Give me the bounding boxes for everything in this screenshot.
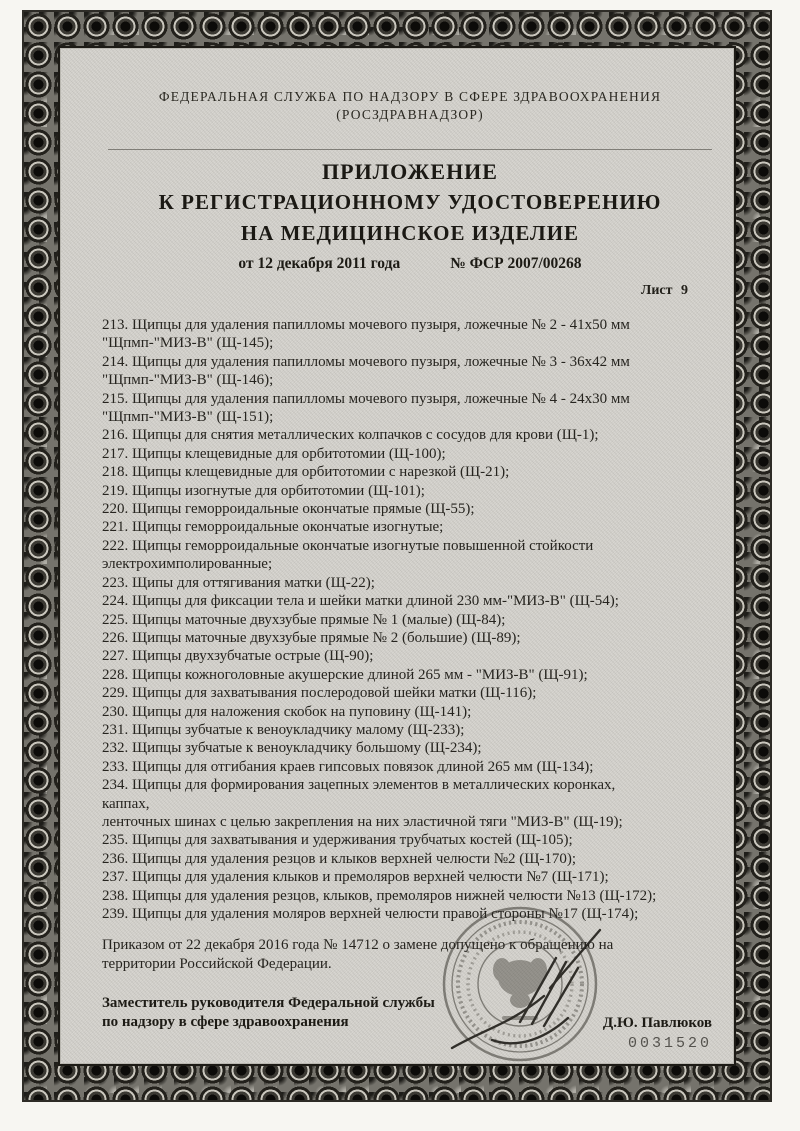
registration-date: от 12 декабря 2011 года (238, 255, 401, 272)
list-item-line: 231. Щипцы зубчатые к веноукладчику малому (Щ-233); (102, 721, 465, 738)
list-item-line: 239. Щипцы для удаления моляров верхней челюсти правой стороны №17 (Щ-174); (102, 906, 639, 922)
list-item-line: 233. Щипцы для отгибания краев гипсовых повязок длиной 265 мм (Щ-134); (102, 758, 594, 775)
authority-short-name: (РОСЗДРАВНАДЗОР) (336, 107, 484, 122)
signature-block (102, 994, 718, 1032)
list-item-line: 226. Щипцы маточные двухзубые прямые № 2 (большие) (Щ-89); (102, 629, 521, 646)
sheet-number: Лист 9 (640, 283, 688, 298)
title-line-3: НА МЕДИЦИНСКОЕ ИЗДЕЛИЕ (240, 221, 580, 245)
divider-line (108, 149, 712, 150)
signer-name: Д.Ю. Павлюков (602, 1015, 712, 1032)
document-content (60, 48, 734, 1032)
list-item-line: 229. Щипцы для захватывания послеродовой шейки матки (Щ-116); (102, 685, 537, 702)
signer-title (102, 994, 435, 1032)
list-item-line: 215. Щипцы для удаления папилломы мочевого пузыря, ложечные № 4 - 24x30 мм (102, 390, 630, 407)
list-item-line: 222. Щипцы геморроидальные окончатые изогнутые повышенной стойкости (102, 537, 594, 554)
list-item-line: 237. Щипцы для удаления клыков и премоляров верхней челюсти №7 (Щ-171); (102, 869, 609, 886)
order-note (102, 936, 718, 974)
list-item-line: 225. Щипцы маточные двухзубые прямые № 1 (малые) (Щ-84); (102, 611, 506, 628)
list-item-line: ленточных шинах с целью закрепления на них эластичной тяги "МИЗ-В" (Щ-19); (102, 813, 623, 830)
list-item-line: 217. Щипцы клещевидные для орбитотомии (Щ-100); (102, 445, 446, 462)
list-item-line: 230. Щипцы для наложения скобок на пуповину (Щ-141); (102, 703, 472, 720)
title-line-2: К РЕГИСТРАЦИОННОМУ УДОСТОВЕРЕНИЮ (158, 190, 662, 214)
authority-name: ФЕДЕРАЛЬНАЯ СЛУЖБА ПО НАДЗОРУ В СФЕРЕ ЗДРАВООХРАНЕНИЯ (158, 89, 662, 104)
list-item-line: 224. Щипцы для фиксации тела и шейки матки длиной 230 мм-"МИЗ-В" (Щ-54); (102, 593, 619, 610)
list-item-line: 235. Щипцы для захватывания и удерживания трубчатых костей (Щ-105); (102, 832, 573, 849)
order-note-line-1: Приказом от 22 декабря 2016 года № 14712 о замене допущено к обращению на (102, 937, 614, 954)
ornamental-border (22, 10, 772, 1102)
document-title (102, 156, 718, 248)
list-item-line: "Щпмп-"МИЗ-В" (Щ-145); (102, 335, 274, 352)
list-item-line: 220. Щипцы геморроидальные окончатые прямые (Щ-55); (102, 501, 475, 518)
list-item-line: 219. Щипцы изогнутые для орбитотомии (Щ-101); (102, 482, 425, 499)
list-item-line: 218. Щипцы клещевидные для орбитотомии с нарезкой (Щ-21); (102, 464, 510, 481)
registration-number: № ФСР 2007/00268 (450, 255, 582, 272)
signer-title-line-1: Заместитель руководителя Федеральной службы (102, 995, 435, 1012)
list-item-line: 221. Щипцы геморроидальные окончатые изогнутые; (102, 519, 444, 536)
list-item-line: 214. Щипцы для удаления папилломы мочевого пузыря, ложечные № 3 - 36x42 мм (102, 353, 630, 370)
list-item-line: 238. Щипцы для удаления резцов, клыков, премоляров нижней челюсти №13 (Щ-172); (102, 887, 657, 904)
form-serial-number: 0031520 (627, 1035, 712, 1052)
list-item-line: "Щпмп-"МИЗ-В" (Щ-151); (102, 409, 274, 426)
issuing-authority (102, 88, 718, 124)
list-item-line: 228. Щипцы кожноголовные акушерские длиной 265 мм - "МИЗ-В" (Щ-91); (102, 666, 588, 683)
list-item-line: 213. Щипцы для удаления папилломы мочевого пузыря, ложечные № 2 - 41x50 мм (102, 317, 630, 333)
list-item-line: 223. Щипы для оттягивания матки (Щ-22); (102, 574, 375, 591)
list-item-line: 236. Щипцы для удаления резцов и клыков верхней челюсти №2 (Щ-170); (102, 850, 577, 867)
list-item-line: 232. Щипцы зубчатые к веноукладчику большому (Щ-234); (102, 740, 482, 757)
signer-title-line-2: по надзору в сфере здравоохранения (102, 1014, 349, 1031)
registration-meta (102, 255, 718, 273)
list-item-line: 227. Щипцы двухзубчатые острые (Щ-90); (102, 648, 374, 665)
document-paper (58, 46, 736, 1066)
title-line-1: ПРИЛОЖЕНИЕ (322, 159, 498, 184)
list-item-line: 234. Щипцы для формирования зацепных элементов в металлических коронках, (102, 777, 616, 794)
list-item-line: электрохимполированные; (102, 556, 273, 573)
order-note-line-2: территории Российской Федерации. (102, 956, 332, 973)
list-item-line: 216. Щипцы для снятия металлических колпачков с сосудов для крови (Щ-1); (102, 427, 599, 444)
items-list (102, 316, 718, 923)
list-item-line: "Щпмп-"МИЗ-В" (Щ-146); (102, 372, 274, 389)
list-item-line: каппах, (102, 795, 150, 812)
